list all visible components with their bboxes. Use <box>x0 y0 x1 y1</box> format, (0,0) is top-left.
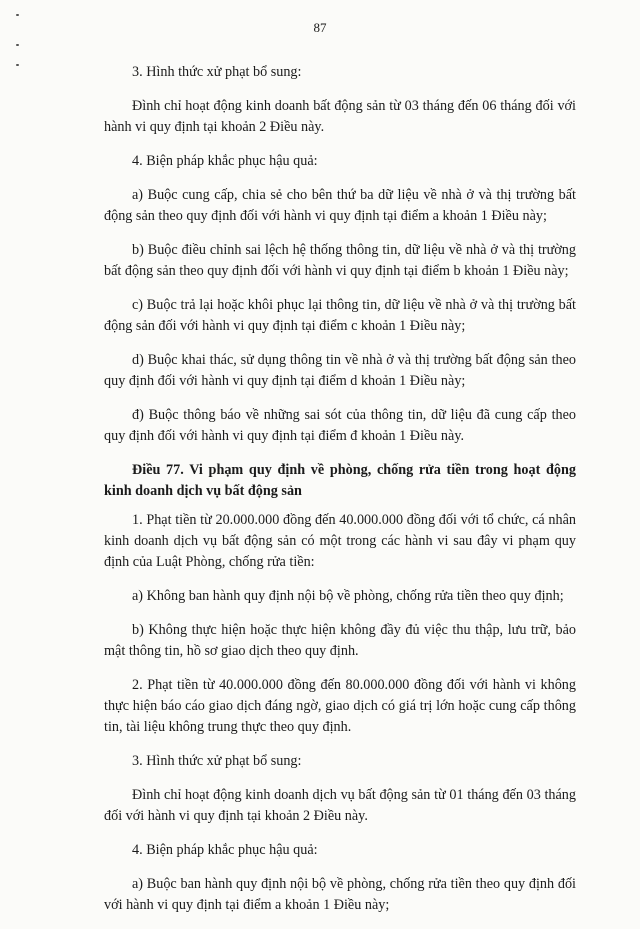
paragraph: đ) Buộc thông báo về những sai sót của thông tin, dữ liệu đã cung cấp theo quy định đối với hành vi quy định tại điểm đ khoản 1 Điều này. <box>104 407 576 444</box>
scan-mark <box>16 44 19 46</box>
scan-mark <box>16 64 19 66</box>
paragraph: a) Buộc cung cấp, chia sẻ cho bên thứ ba dữ liệu về nhà ở và thị trường bất động sản theo quy định đối với hành vi quy định tại điểm a khoản 1 Điều này; <box>104 187 576 224</box>
paragraph: b) Buộc điều chỉnh sai lệch hệ thống thông tin, dữ liệu về nhà ở và thị trường bất động sản theo quy định đối với hành vi quy định tại điểm b khoản 1 Điều này; <box>104 242 576 279</box>
paragraph: 1. Phạt tiền từ 20.000.000 đồng đến 40.000.000 đồng đối với tổ chức, cá nhân kinh doanh dịch vụ bất động sản có một trong các hành vi sau đây vi phạm quy định của Luật Phòng, chống rửa tiền: <box>104 512 576 570</box>
paragraph: 4. Biện pháp khắc phục hậu quả: <box>132 153 318 169</box>
paragraph: 3. Hình thức xử phạt bổ sung: <box>132 64 302 80</box>
document-body <box>104 62 576 929</box>
paragraph: Đình chỉ hoạt động kinh doanh bất động sản từ 03 tháng đến 06 tháng đối với hành vi quy định tại khoản 2 Điều này. <box>104 98 576 135</box>
paragraph: 3. Hình thức xử phạt bổ sung: <box>132 753 302 769</box>
paragraph: 4. Biện pháp khắc phục hậu quả: <box>132 842 318 858</box>
paragraph: a) Không ban hành quy định nội bộ về phòng, chống rửa tiền theo quy định; <box>132 588 564 604</box>
scan-mark <box>16 14 19 16</box>
paragraph: a) Buộc ban hành quy định nội bộ về phòng, chống rửa tiền theo quy định đối với hành vi quy định tại điểm a khoản 1 Điều này; <box>104 876 576 913</box>
paragraph: d) Buộc khai thác, sử dụng thông tin về nhà ở và thị trường bất động sản theo quy định đối với hành vi quy định tại điểm d khoản 1 Điều này; <box>104 352 576 389</box>
page-number: 87 <box>313 20 327 35</box>
paragraph: b) Không thực hiện hoặc thực hiện không đầy đủ việc thu thập, lưu trữ, bảo mật thông tin, hồ sơ giao dịch theo quy định. <box>104 622 576 659</box>
article-heading: Điều 77. Vi phạm quy định về phòng, chống rửa tiền trong hoạt động kinh doanh dịch vụ bất động sản <box>104 462 576 499</box>
paragraph: c) Buộc trả lại hoặc khôi phục lại thông tin, dữ liệu về nhà ở và thị trường bất động sản đối với hành vi quy định tại điểm c khoản 1 Điều này; <box>104 297 576 334</box>
paragraph: 2. Phạt tiền từ 40.000.000 đồng đến 80.000.000 đồng đối với hành vi không thực hiện báo cáo giao dịch đáng ngờ, giao dịch có giá trị lớn hoặc cung cấp thông tin, tài liệu không trung thực theo quy định. <box>104 677 576 735</box>
paragraph: Đình chỉ hoạt động kinh doanh dịch vụ bất động sản từ 01 tháng đến 03 tháng đối với hành vi quy định tại khoản 2 Điều này. <box>104 787 576 824</box>
